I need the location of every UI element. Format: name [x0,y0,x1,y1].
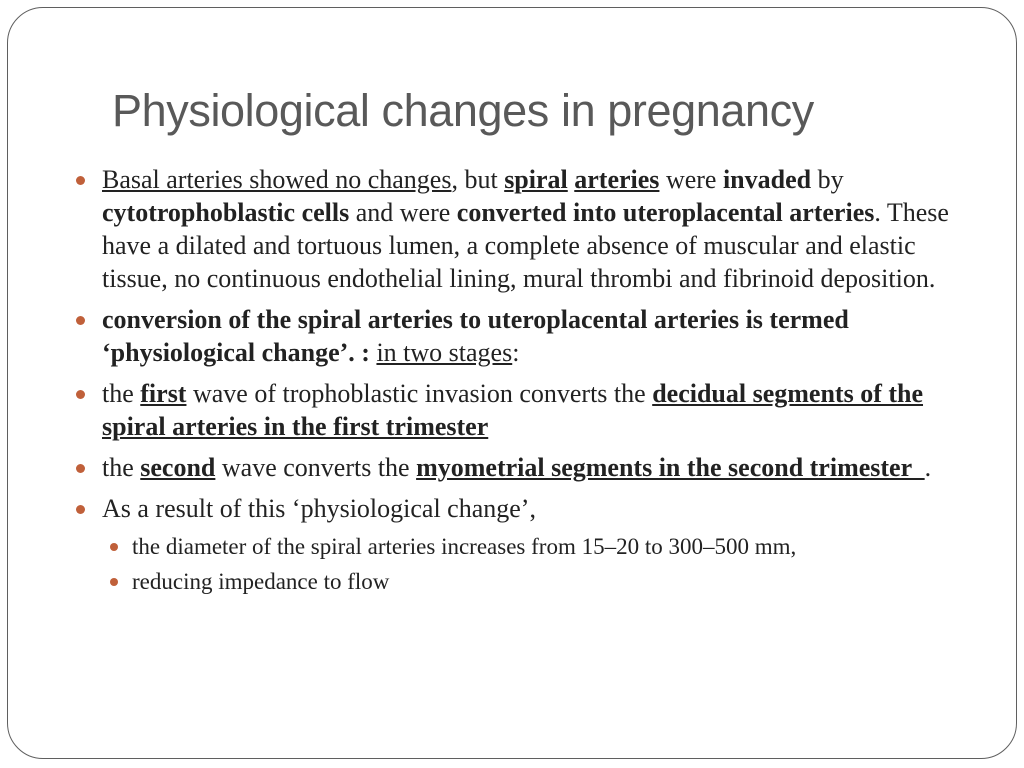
bullet-dot-icon [76,464,85,473]
bullet-dot-icon [76,176,85,185]
bullet-dot-icon [110,543,118,551]
bullet-dot-icon [76,505,85,514]
bullet-dot-icon [76,390,85,399]
bullet-dot-icon [76,316,85,325]
bullet-item: Basal arteries showed no changes, but spiral arteries were invaded by cytotrophoblastic cells and were converted into uteroplacental arteries. These have a dilated and tortuous lumen, a complete absence of muscular and elastic tissue, no continuous endothelial lining, mural thrombi and fibrinoid deposition. [74,163,974,295]
bullet-list [74,163,974,599]
sub-bullet-item: the diameter of the spiral arteries increases from 15–20 to 300–500 mm, [102,529,974,564]
bullet-item: conversion of the spiral arteries to uteroplacental arteries is termed ‘physiological change’. : in two stages: [74,303,974,369]
sub-bullet-item: reducing impedance to flow [102,564,974,599]
bullet-item: the second wave converts the myometrial segments in the second trimester . [74,451,974,484]
slide-body [74,163,974,607]
bullet-item: As a result of this ‘physiological change’, the diameter of the spiral arteries increases from 15–20 to 300–500 mm, reducing impedance to flow [74,492,974,599]
bullet-dot-icon [110,578,118,586]
sub-bullet-list [102,529,974,599]
bullet-item: the first wave of trophoblastic invasion converts the decidual segments of the spiral arteries in the first trimester [74,377,974,443]
slide-title: Physiological changes in pregnancy [112,85,814,136]
